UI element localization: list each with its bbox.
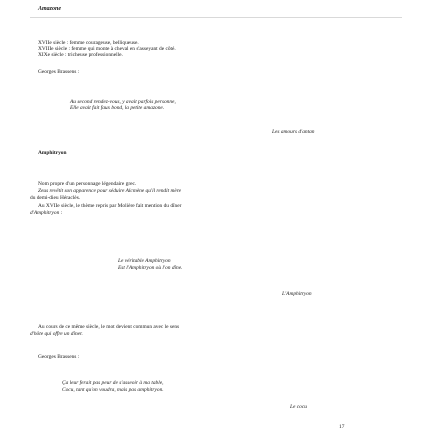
amphitryon-citation-line-2: Cocu, tant qu'on voudra, mais pas amphitryon. — [62, 387, 164, 393]
amphitryon-citation-line-1: Ça leur ferait pas peur de s'asseoir à ma table, — [62, 380, 164, 386]
amphitryon-body-2: Zeus revêtit son apparence pour séduire Alcmène qu'il rendit mère — [38, 188, 182, 194]
amphitryon-quote-source: L'Amphitryon — [282, 291, 312, 297]
amazone-citation-author: Georges Brassens : — [38, 69, 80, 75]
amphitryon-moliere-quote-2: Est l'Amphitryon où l'on dîne. — [118, 265, 183, 271]
amphitryon-moliere-quote-1: Le véritable Amphitryon — [118, 258, 171, 264]
entry-title-amphitryon: Amphitryon — [38, 150, 67, 156]
amphitryon-body-4: Au XVIIe siècle, le thème repris par Molière fait mention du dîner — [38, 203, 182, 209]
amazone-sense-3: XIXe siècle : tricheuse professionnelle. — [38, 52, 123, 58]
header-rule — [30, 17, 402, 18]
amazone-quote-line-1: Au second rendez-vous, y avait parfois personne, — [70, 99, 176, 105]
amphitryon-citation-author: Georges Brassens : — [38, 354, 80, 360]
amazone-quote-source: Les amours d'antan — [272, 129, 315, 135]
amazone-quote-line-2: Elle avait fait faux bond, la petite amazone. — [70, 105, 165, 111]
amphitryon-usage-2: d'hôte qui offre un dîner. — [30, 331, 83, 337]
amphitryon-body-3: du demi-dieu Héraclès. — [30, 195, 81, 201]
amazone-sense-1: XVIIe siècle : femme courageuse, belliqueuse. — [38, 40, 139, 46]
page-number: 17 — [339, 424, 345, 430]
entry-title-amazone: Amazone — [38, 6, 62, 12]
amphitryon-body-1: Nom propre d'un personnage légendaire grec. — [38, 181, 137, 187]
amphitryon-usage-1: Au cours de ce même siècle, le mot devient commun avec le sens — [38, 324, 180, 330]
amphitryon-body-5: d'Amphitryon : — [30, 210, 63, 216]
amphitryon-citation-source: Le cocu — [290, 404, 307, 410]
amazone-sense-2: XVIIIe siècle : femme qui monte à cheval en s'asseyant de côté. — [38, 46, 176, 52]
